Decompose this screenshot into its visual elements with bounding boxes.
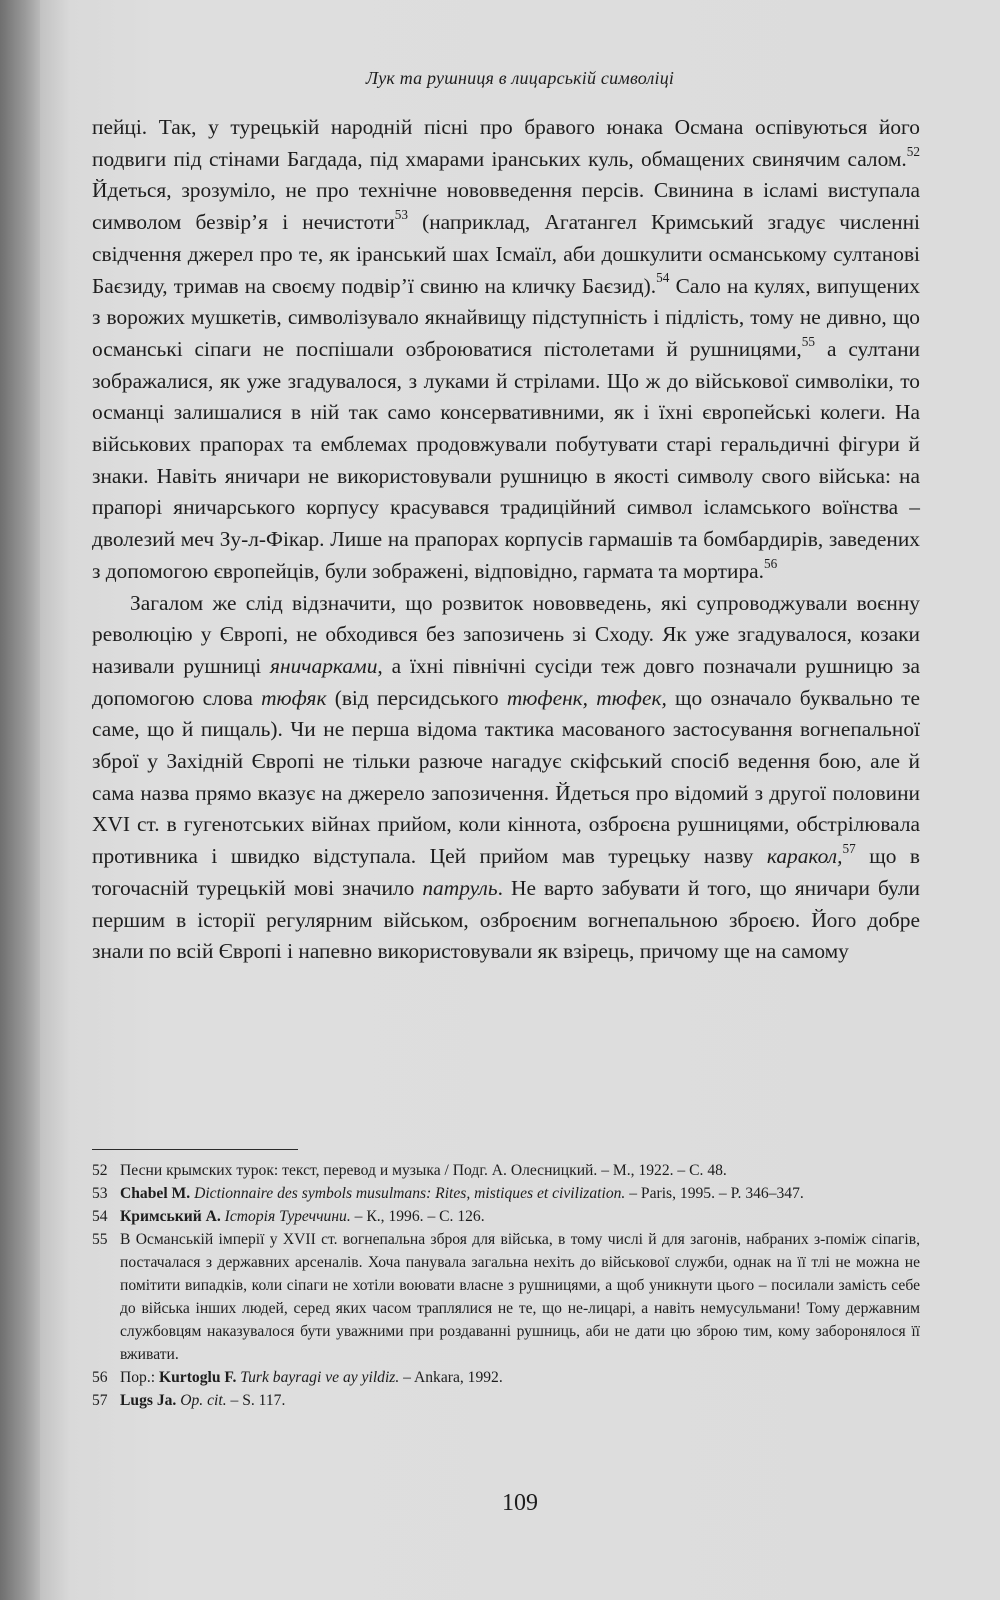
footnote-number: 57 [92,1392,108,1409]
text-run: що означало буквально те саме, що й пищаль). Чи не перша відома тактика масованого застосування вогнепальної зброї у Західній Європі не тільки разюче нагадує скіфський спосіб ведення бою, але й сама назва прямо вказує на джерело запозичення. Йдеться про відомий з другої половини XVI ст. в гугенотських війнах прийом, коли кіннота, озброєна рушницями, обстрілювала противника і швидко відступала. Цей прийом мав турецьку назву [92,685,920,869]
page-number: 109 [502,1490,538,1516]
text-run: . Не варто забувати й того, що яничари були першим в історії регулярним військом, озброєним вогнепальною зброєю. Його добре знали по всій Європі і напевно використовували як взірець, причому ще на самому [92,875,920,964]
footnote-text [120,1366,920,1389]
footnote-number: 53 [92,1185,108,1202]
footnote-number: 54 [92,1208,108,1225]
footnote-text [120,1228,920,1366]
footnote-ref: 52 [906,143,920,159]
text-run: , а їхні північні сусіди теж довго позначали рушницю за допомогою слова [92,653,920,710]
author-name: Kurtoglu F. [158,1369,237,1386]
text-run: Йдеться, зрозуміло, не про технічне нововведення персів. Свинина в ісламі виступала символом безвір’я і нечистоти [92,178,920,235]
italic-run: тюфенк, тюфек, [506,685,667,710]
footnote-text [120,1205,920,1228]
text-run: що в тогочасній турецькій мові значило [92,844,921,900]
italic-run: тюфяк [261,685,327,710]
footnote-ref: 55 [801,333,816,349]
text-run: В Османській імперії у XVII ст. вогнепальна зброя для війська, в тому числі й для загонів, набраних з-поміж сіпагів, постачалася з державних арсеналів. Хоча панувала загальна нехіть до військової служби, однак на її тлі не можна не помітити випадків, коли сіпаги не хотіли воювати власне з рушницями, а щоб уникнути цього – посилали замість себе до війська інших людей, серед яких часом траплялися не те, що не-лицарі, а навіть немусульмани! Тому державним службовцям наказувалося бути уважними при роздаванні рушниць, аби не дати цю зброю тим, кому заборонялося її вживати. [120,1231,920,1363]
text-run: – К., 1996. – С. 126. [350,1208,485,1225]
text-run: пейці. Так, у турецькій народній пісні про бравого юнака Османа оспівуються його подвиги під стінами Багдада, під хмарами іранських куль, обмащених свинячим салом. [92,115,920,171]
paragraph [92,112,920,588]
italic-run: Dictionnaire des symbols musulmans: Rites, mistiques et civilization. [194,1185,626,1202]
text-run: Сало на кулях, випущених з ворожих мушкетів, символізувало якнайвищу підступність і підлість, тому не дивно, що османські сіпаги не поспішали озброюватися пістолетами й рушницями, [92,273,920,361]
running-head: Лук та рушниця в лицарській символіці [365,68,675,88]
footnotes [92,1159,920,1412]
text-run: Песни крымских турок: текст, перевод и музыка / Подг. А. Олесницкий. – М., 1922. – С. 48. [120,1162,727,1179]
book-spine-shadow [0,0,42,1600]
footnote [92,1228,920,1366]
footnote [92,1182,920,1205]
italic-run: каракол, [766,844,843,869]
footnote-number: 56 [92,1369,108,1386]
italic-run: Turk bayragi ve ay yildiz. [240,1369,400,1386]
footnote [92,1159,920,1182]
text-run: – S. 117. [226,1392,286,1409]
italic-run: Op. cit. [180,1392,227,1409]
book-page [40,0,1000,1600]
footnote-ref: 56 [764,555,778,571]
footnote [92,1205,920,1228]
footnote [92,1389,920,1412]
italic-run: патруль [422,875,498,900]
footnote-separator [92,1149,298,1150]
footnote-text [120,1182,920,1205]
text-run: – Ankara, 1992. [399,1369,503,1386]
text-run: Пор.: [120,1369,159,1386]
footnote-ref: 54 [656,270,670,286]
paragraph [92,588,920,968]
footnote [92,1366,920,1389]
author-name: Chabel M. [120,1185,191,1202]
text-run: – Paris, 1995. – P. 346–347. [625,1185,804,1202]
body-text [92,112,920,968]
footnote-number: 52 [92,1162,108,1179]
text-run: (наприклад, Агатангел Кримський згадує численні свідчення джерел про те, як іранський шах Ісмаїл, аби дошкулити османському султанові Баєзиду, тримав на своєму подвір’ї свиню на кличку Баєзид). [92,210,920,298]
footnote-text [120,1389,920,1412]
author-name: Lugs Ja. [120,1392,177,1409]
footnote-text [120,1159,920,1182]
italic-run: Історія Туреччини. [224,1208,351,1225]
author-name: Кримський А. [120,1208,221,1225]
text-run: а султани зображалися, як уже згадувалося, з луками й стрілами. Що ж до військової символіки, то османці залишалися в ній так само консервативними, як і їхні європейські колеги. На військових прапорах та емблемах продовжували побутувати старі геральдичні фігури й знаки. Навіть яничари не використовували рушницю в якості символу свого війська: на прапорі яничарського корпусу красувався традиційний символ ісламського воїнства – дволезий меч Зу-л-Фікар. Лише на прапорах корпусів гармашів та бомбардирів, заведених з допомогою європейців, були зображені, відповідно, гармата та мортира. [92,336,920,583]
footnote-ref: 57 [842,841,856,857]
footnote-ref: 53 [394,207,408,222]
text-run: Загалом же слід відзначити, що розвиток нововведень, які супроводжували воєнну революцію у Європі, не обходився без запозичень зі Сходу. Як уже згадувалося, козаки називали рушниці [92,590,920,678]
italic-run: яничарками [270,653,378,678]
text-run: (від персидського [326,685,507,710]
footnote-number: 55 [92,1231,108,1248]
